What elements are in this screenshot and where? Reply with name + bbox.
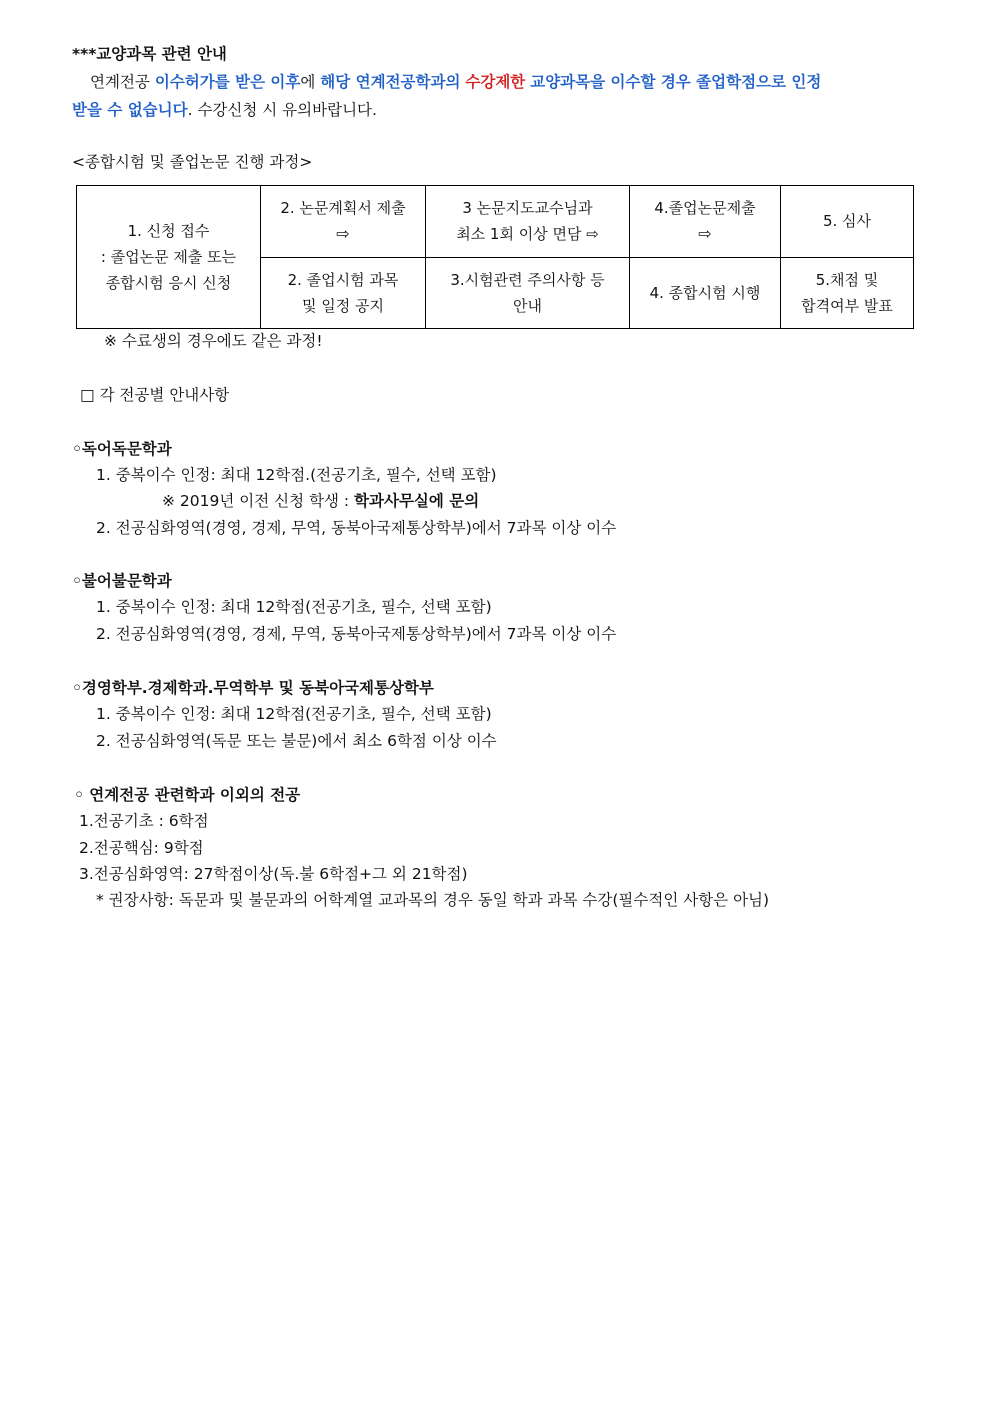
business-dept-title: ◦경영학부.경제학과.무역학부 및 동북아국제통상학부	[72, 679, 434, 697]
thesis-step-5-label: 5. 심사	[822, 212, 872, 231]
thesis-step-4-label: 4.졸업논문제출	[654, 199, 756, 218]
notice-permission-text: 이수허가를 받은 이후	[154, 73, 301, 91]
other-item-1: 1.전공기초 : 6학점	[79, 812, 209, 830]
french-item-2: 2. 전공심화영역(경영, 경제, 무역, 동북아국제통상학부)에서 7과목 이상 이수	[96, 625, 617, 643]
german-item-1: 1. 중복이수 인정: 최대 12학점.(전공기초, 필수, 선택 포함)	[96, 466, 497, 484]
other-item-3: 3.전공심화영역: 27학점이상(독.불 6학점+그 외 21학점)	[79, 865, 468, 883]
exam-step-4-label: 4. 종합시험 시행	[649, 283, 761, 302]
notice-paragraph-line1	[72, 72, 918, 92]
thesis-step-3-label: 3 논문지도교수님과	[462, 199, 593, 218]
notice-caution-text: . 수강신청 시 유의바랍니다.	[187, 101, 377, 119]
thesis-step-2-label: 2. 논문계획서 제출	[280, 199, 406, 218]
notice-text-a: 연계전공	[90, 73, 155, 91]
other-recommendation: * 권장사항: 독문과 및 불문과의 어학계열 교과목의 경우 동일 학과 과목 수강(필수적인 사항은 아님)	[96, 891, 770, 909]
notice-course-text: 교양과목을	[530, 73, 606, 91]
notice-text	[72, 72, 821, 92]
german-dept-title: ◦독어독문학과	[72, 440, 172, 458]
exam-step-3-label: 3.시험관련 주의사항 등	[450, 270, 605, 289]
exam-step-2-sub: 및 일정 공지	[302, 296, 384, 315]
other-item-2: 2.전공핵심: 9학점	[79, 839, 204, 857]
exam-step-2-label: 2. 졸업시험 과목	[287, 270, 399, 289]
exam-step-4	[630, 257, 781, 329]
exam-step-2	[261, 257, 426, 329]
exam-step-5-sub: 합격여부 발표	[801, 296, 893, 315]
arrow-right-icon: ⇨	[336, 224, 350, 244]
process-note: ※ 수료생의 경우에도 같은 과정!	[104, 332, 323, 350]
step1-line1: 1. 신청 접수	[127, 222, 210, 240]
step1-line3: 종합시험 응시 신청	[105, 274, 232, 292]
thesis-step-5	[781, 186, 914, 258]
arrow-right-icon: ⇨	[698, 224, 712, 244]
notice-text-i: 이수할 경우 졸업학점으로 인정	[605, 73, 822, 91]
other-major-title: ◦ 연계전공 관련학과 이외의 전공	[74, 786, 301, 804]
business-item-1: 1. 중복이수 인정: 최대 12학점(전공기초, 필수, 선택 포함)	[96, 705, 492, 723]
german-note-contact: 학과사무실에 문의	[354, 492, 480, 510]
business-item-2: 2. 전공심화영역(독문 또는 불문)에서 최소 6학점 이상 이수	[96, 732, 497, 750]
thesis-step-4	[630, 186, 781, 258]
french-dept-title: ◦불어불문학과	[72, 572, 172, 590]
german-note-text: ※ 2019년 이전 신청 학생 :	[162, 492, 355, 510]
thesis-step-3-sub: 최소 1회 이상 면담 ⇨	[456, 225, 599, 244]
step-application-cell	[77, 186, 261, 329]
notice-restricted-text: 수강제한	[465, 73, 526, 91]
process-table	[76, 185, 914, 329]
german-item-2: 2. 전공심화영역(경영, 경제, 무역, 동북아국제통상학부)에서 7과목 이상 이수	[96, 519, 617, 537]
notice-dept-text: 해당 연계전공학과의	[320, 73, 461, 91]
notice-text-c: 에	[300, 73, 321, 91]
notice-paragraph-line2	[72, 100, 377, 120]
exam-step-3	[426, 257, 630, 329]
step1-line2: : 졸업논문 제출 또는	[100, 248, 237, 266]
exam-step-3-sub: 안내	[513, 296, 542, 315]
thesis-step-3	[426, 186, 630, 258]
exam-step-5	[781, 257, 914, 329]
process-heading: <종합시험 및 졸업논문 진행 과정>	[72, 153, 313, 171]
majors-heading: □ 각 전공별 안내사항	[80, 386, 230, 404]
thesis-process-row	[77, 186, 914, 258]
notice-title: ***교양과목 관련 안내	[72, 45, 227, 63]
thesis-step-2	[261, 186, 426, 258]
notice-warning-text: 받을 수 없습니다	[72, 101, 188, 119]
german-note	[162, 491, 479, 511]
french-item-1: 1. 중복이수 인정: 최대 12학점(전공기초, 필수, 선택 포함)	[96, 598, 492, 616]
exam-step-5-label: 5.채점 및	[815, 270, 879, 289]
